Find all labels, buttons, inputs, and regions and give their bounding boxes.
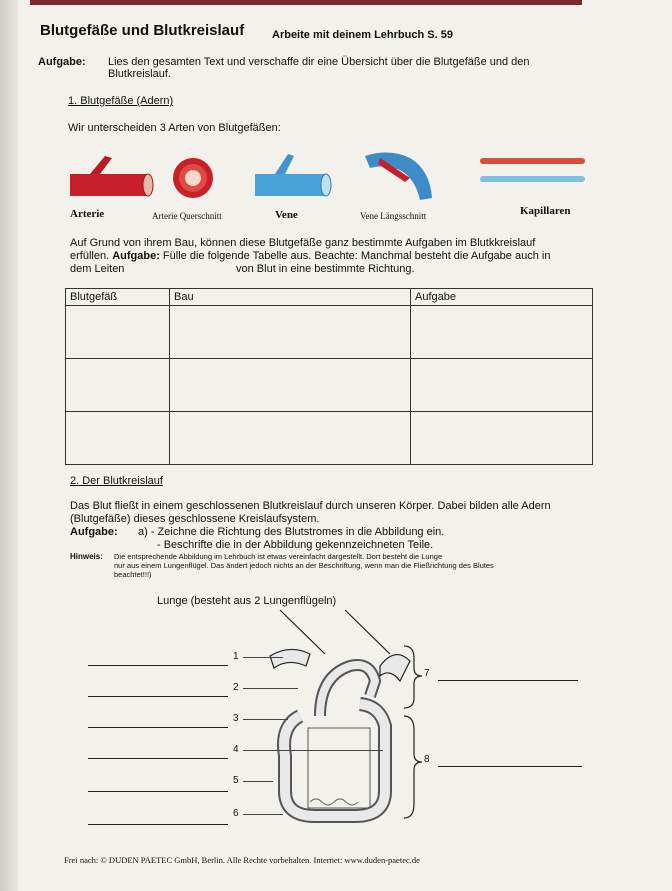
- table-cell[interactable]: [411, 359, 593, 412]
- leader-line-3: [243, 719, 288, 720]
- page-edge: [0, 0, 18, 891]
- table-row: [66, 412, 593, 465]
- label-vene: Vene: [275, 209, 298, 221]
- table-header-blutgefaess: Blutgefäß: [66, 289, 170, 306]
- page-title: Blutgefäße und Blutkreislauf: [40, 22, 245, 39]
- table-cell[interactable]: [411, 412, 593, 465]
- answer-line-8[interactable]: [438, 766, 582, 767]
- label-arterie: Arterie: [70, 208, 105, 220]
- hint-line3: beachtet!!!): [114, 570, 152, 579]
- table-cell[interactable]: [411, 306, 593, 359]
- answer-line-4[interactable]: [88, 758, 228, 759]
- hint-line2: nur aus einem Lungenflügel. Das ändert jedoch nichts an der Beschriftung, wenn man die Fließrichtung des Blutes: [114, 561, 494, 570]
- label-number-6: 6: [233, 808, 239, 819]
- vene-image: [255, 154, 331, 196]
- arterie-querschnitt-image: [173, 158, 213, 198]
- hint-label: Hinweis:: [70, 552, 103, 561]
- label-number-8: 8: [424, 754, 430, 765]
- table-cell[interactable]: [66, 359, 170, 412]
- label-number-7: 7: [424, 668, 430, 679]
- circulation-diagram: [240, 606, 420, 846]
- vessel-illustrations: [60, 148, 600, 208]
- table-header-bau: Bau: [170, 289, 411, 306]
- vessel-table: [65, 288, 593, 465]
- answer-line-6[interactable]: [88, 824, 228, 825]
- label-number-3: 3: [233, 713, 239, 724]
- vene-laengsschnitt-image: [365, 152, 432, 200]
- table-header-aufgabe: Aufgabe: [411, 289, 593, 306]
- table-cell[interactable]: [170, 359, 411, 412]
- task-label: Aufgabe:: [38, 56, 86, 68]
- label-number-4: 4: [233, 744, 239, 755]
- answer-line-5[interactable]: [88, 791, 228, 792]
- label-number-5: 5: [233, 775, 239, 786]
- kapillaren-image: [480, 158, 585, 182]
- section1-para-line1: Auf Grund von ihrem Bau, können diese Blutgefäße ganz bestimmte Aufgaben im Blutkkreislauf: [70, 237, 536, 249]
- section2-task-b: - Beschrifte die in der Abbildung gekennzeichneten Teile.: [157, 539, 434, 551]
- label-number-2: 2: [233, 682, 239, 693]
- task-line-2: Blutkreislauf.: [108, 68, 171, 80]
- leader-line-4: [243, 750, 383, 751]
- top-border: [30, 0, 582, 5]
- table-row: [66, 306, 593, 359]
- label-kapillaren: Kapillaren: [520, 205, 571, 217]
- section1-para-line3-b: von Blut in eine bestimmte Richtung.: [236, 263, 415, 275]
- page-subtitle: Arbeite mit deinem Lehrbuch S. 59: [272, 29, 453, 41]
- brace-group: [402, 644, 426, 824]
- leader-line-2: [243, 688, 298, 689]
- answer-line-1[interactable]: [88, 665, 228, 666]
- section2-task-a: a) - Zeichne die Richtung des Blutstromes in die Abbildung ein.: [138, 526, 445, 538]
- answer-line-2[interactable]: [88, 696, 228, 697]
- footer-credit: Frei nach: © DUDEN PAETEC GmbH, Berlin. Alle Rechte vorbehalten. Internet: www.duden-paetec.de: [64, 855, 420, 865]
- section1-para-line3-a: dem Leiten: [70, 263, 125, 275]
- section1-intro: Wir unterscheiden 3 Arten von Blutgefäßen:: [68, 122, 281, 134]
- section1-heading: 1. Blutgefäße (Adern): [68, 95, 174, 107]
- hint-line1: Die entsprechende Abbildung im Lehrbuch ist etwas vereinfacht dargestellt. Dort besteht die Lunge: [114, 552, 443, 561]
- section2-heading: 2. Der Blutkreislauf: [70, 475, 163, 487]
- leader-line-6: [243, 814, 283, 815]
- answer-line-7[interactable]: [438, 680, 578, 681]
- arterie-image: [70, 156, 153, 196]
- leader-line-1: [243, 657, 283, 658]
- section2-task-label: Aufgabe:: [70, 526, 118, 538]
- section2-para-line2: (Blutgefäße) dieses geschlossene Kreislaufsystem.: [70, 513, 320, 525]
- label-vene-laengsschnitt: Vene Längsschnitt: [360, 211, 427, 221]
- table-cell[interactable]: [170, 412, 411, 465]
- label-arterie-querschnitt: Arterie Querschnitt: [152, 211, 222, 221]
- task-line-1: Lies den gesamten Text und verschaffe dir eine Übersicht über die Blutgefäße und den: [108, 56, 530, 68]
- figure-title: Lunge (besteht aus 2 Lungenflügeln): [157, 595, 337, 607]
- leader-line-5: [243, 781, 273, 782]
- table-cell[interactable]: [170, 306, 411, 359]
- table-cell[interactable]: [66, 412, 170, 465]
- table-header-row: [66, 289, 593, 306]
- answer-line-3[interactable]: [88, 727, 228, 728]
- section1-para-line2: erfüllen. Aufgabe: Fülle die folgende Tabelle aus. Beachte: Manchmal besteht die Aufgabe auch in: [70, 250, 551, 262]
- table-cell[interactable]: [66, 306, 170, 359]
- section2-para-line1: Das Blut fließt in einem geschlossenen Blutkreislauf durch unseren Körper. Dabei bilden alle Adern: [70, 500, 551, 512]
- table-row: [66, 359, 593, 412]
- label-number-1: 1: [233, 651, 239, 662]
